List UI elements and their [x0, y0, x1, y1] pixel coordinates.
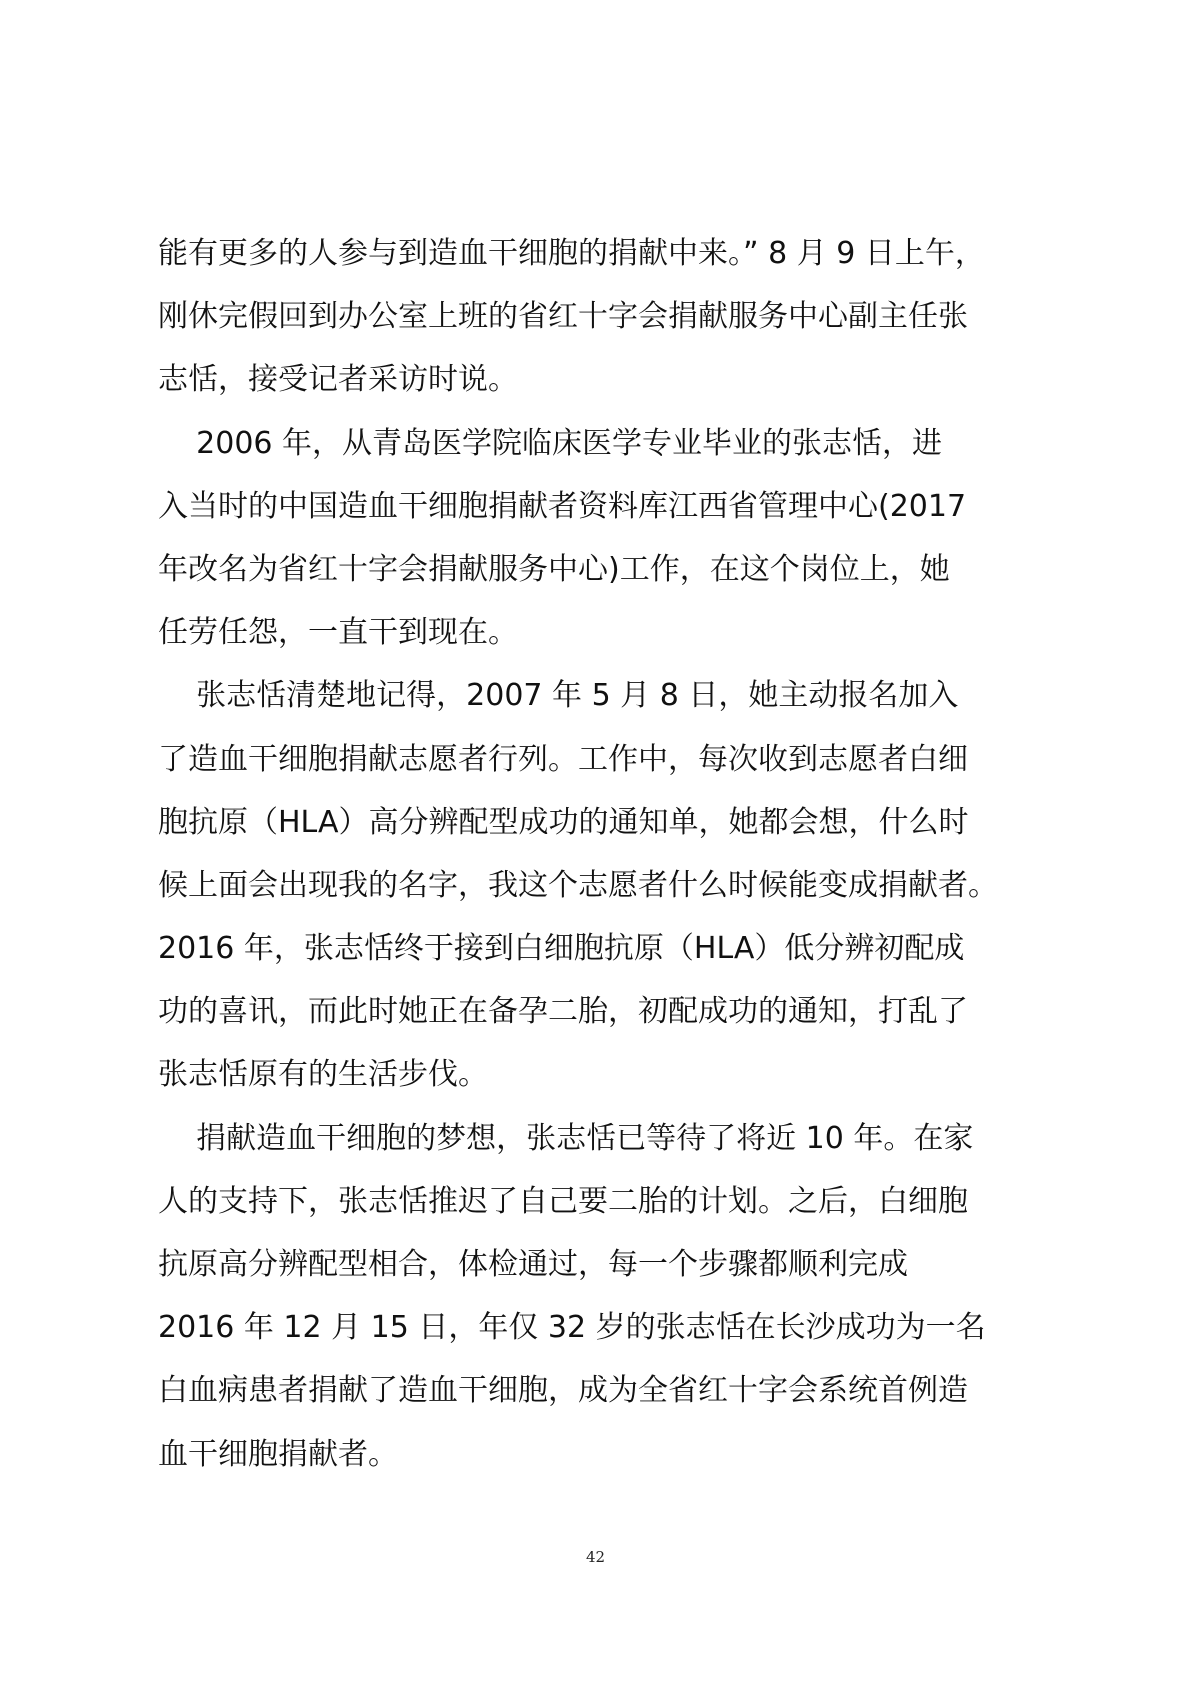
text-line: 了造血干细胞捐献志愿者行列。工作中，每次收到志愿者白细	[158, 741, 968, 777]
text-line: 候上面会出现我的名字，我这个志愿者什么时候能变成捐献者。	[158, 867, 998, 903]
text-line: 2016 年，张志恬终于接到白细胞抗原（HLA）低分辨初配成	[158, 931, 965, 967]
text-line: 入当时的中国造血干细胞捐献者资料库江西省管理中心(2017	[158, 488, 967, 524]
text-line: 任劳任怨，一直干到现在。	[158, 615, 518, 651]
text-line: 捐献造血干细胞的梦想，张志恬已等待了将近 10 年。在家	[158, 1120, 974, 1156]
text-line: 2006 年，从青岛医学院临床医学专业毕业的张志恬，进	[158, 425, 943, 461]
text-line: 年改名为省红十字会捐献服务中心)工作，在这个岗位上，她	[158, 551, 950, 587]
text-line: 刚休完假回到办公室上班的省红十字会捐献服务中心副主任张	[158, 299, 968, 335]
article-body	[158, 222, 1048, 1486]
text-line: 抗原高分辨配型相合，体检通过，每一个步骤都顺利完成	[158, 1247, 908, 1282]
text-line: 张志恬原有的生活步伐。	[158, 1057, 488, 1093]
page-number: 42	[585, 1548, 606, 1566]
text-line: 血干细胞捐献者。	[158, 1436, 398, 1472]
text-line: 胞抗原（HLA）高分辨配型成功的通知单，她都会想，什么时	[158, 804, 969, 840]
text-line: 人的支持下，张志恬推迟了自己要二胎的计划。之后，白细胞	[158, 1183, 968, 1219]
text-line: 白血病患者捐献了造血干细胞，成为全省红十字会系统首例造	[158, 1373, 968, 1409]
text-line: 功的喜讯，而此时她正在备孕二胎，初配成功的通知，打乱了	[158, 994, 968, 1030]
text-line: 张志恬清楚地记得，2007 年 5 月 8 日，她主动报名加入	[158, 678, 959, 714]
text-line: 能有更多的人参与到造血干细胞的捐献中来。” 8 月 9 日上午，	[158, 236, 985, 271]
text-line: 志恬，接受记者采访时说。	[158, 362, 518, 398]
text-line: 2016 年 12 月 15 日，年仅 32 岁的张志恬在长沙成功为一名	[158, 1310, 986, 1346]
